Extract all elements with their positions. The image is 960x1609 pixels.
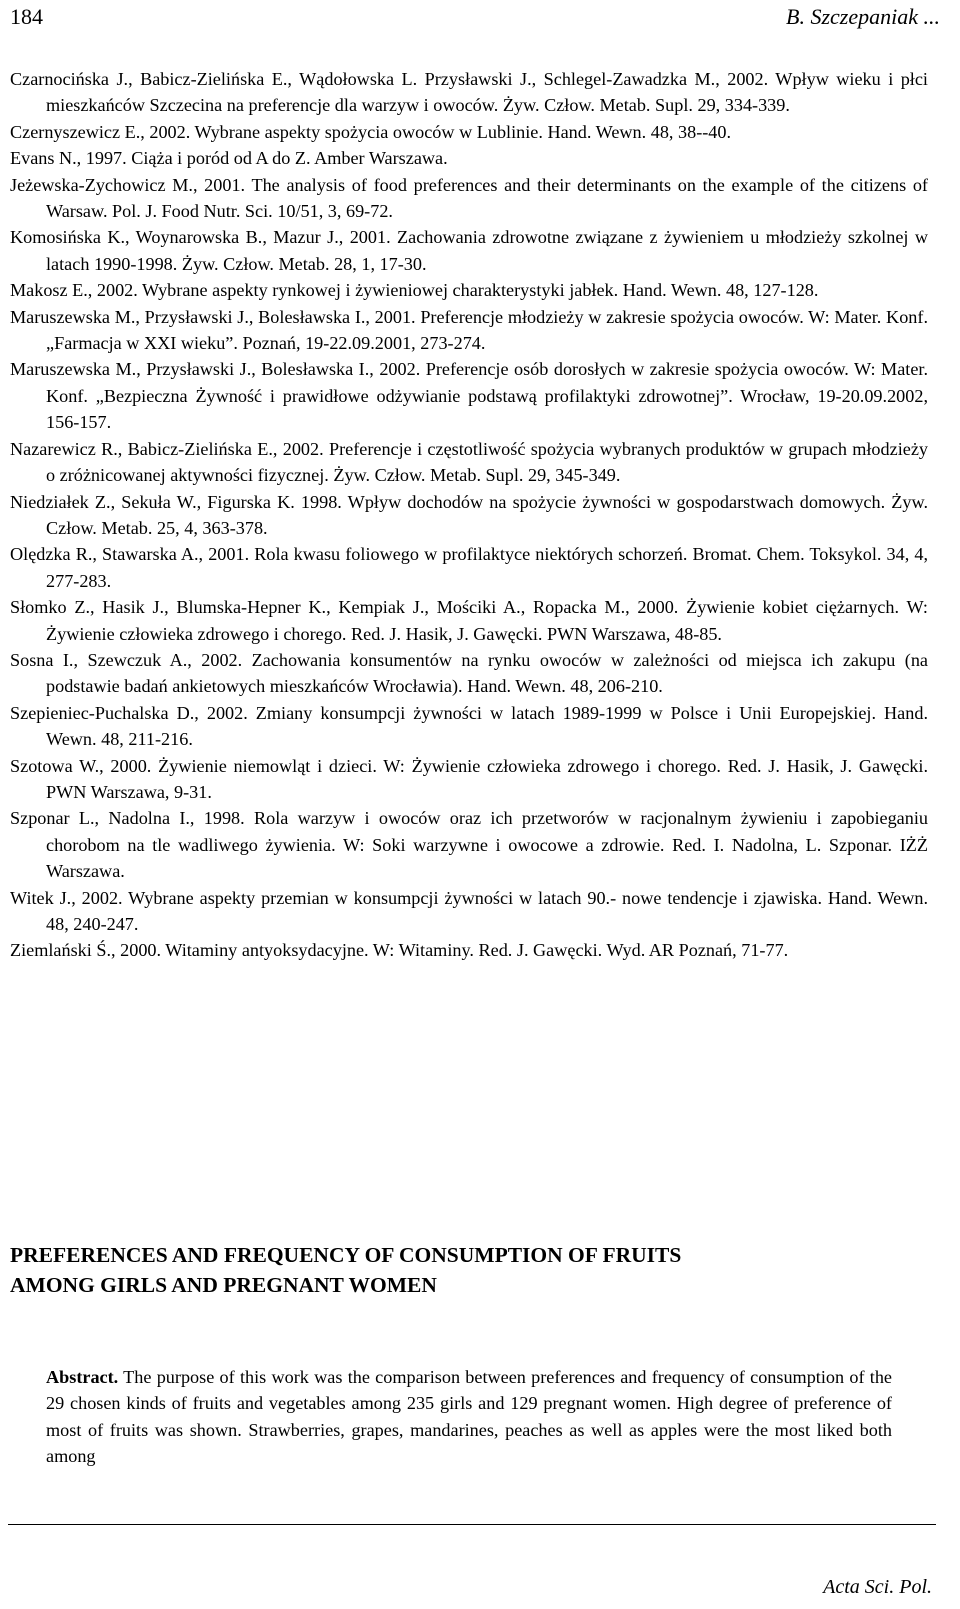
footer-divider [8,1524,936,1525]
reference-item: Sosna I., Szewczuk A., 2002. Zachowania konsumentów na rynku owoców w zależności od miejsca ich zakupu (na podstawie badań ankietowych mieszkańców Wrocławia). Hand. Wewn. 48, 206-210. [10,649,928,697]
reference-item: Czernyszewicz E., 2002. Wybrane aspekty spożycia owoców w Lublinie. Hand. Wewn. 48, 38--40. [10,121,732,142]
english-title [10,1240,930,1300]
english-title-line-2: AMONG GIRLS AND PREGNANT WOMEN [10,1273,437,1297]
reference-item: Witek J., 2002. Wybrane aspekty przemian w konsumpcji żywności w latach 90.- nowe tendencje i zjawiska. Hand. Wewn. 48, 240-247. [10,887,928,934]
abstract [46,1364,892,1470]
running-head: B. Szczepaniak ... [786,4,940,29]
abstract-text: The purpose of this work was the comparison between preferences and frequency of consumption of the 29 chosen kinds of fruits and vegetables among 235 girls and 129 pregnant women. High degree of preference of most of fruits was shown. Strawberries, grapes, mandarines, peaches as well as apples were the most liked both among [46,1367,892,1467]
reference-item: Nazarewicz R., Babicz-Zielińska E., 2002. Preferencje i częstotliwość spożycia wybranych produktów w grupach młodzieży o zróżnicowanej aktywności fizycznej. Żyw. Człow. Metab. Supl. 29, 345-349. [10,438,928,486]
reference-item: Maruszewska M., Przysławski J., Bolesławska I., 2001. Preferencje młodzieży w zakresie spożycia owoców. W: Mater. Konf. „Farmacja w XXI wieku”. Poznań, 19-22.09.2001, 273-274. [10,306,928,354]
reference-item: Jeżewska-Zychowicz M., 2001. The analysis of food preferences and their determinants on the example of the citizens of Warsaw. Pol. J. Food Nutr. Sci. 10/51, 3, 69-72. [10,174,928,222]
reference-item: Evans N., 1997. Ciąża i poród od A do Z. Amber Warszawa. [10,148,448,169]
english-title-line-1: PREFERENCES AND FREQUENCY OF CONSUMPTION OF FRUITS [10,1243,682,1267]
reference-item: Makosz E., 2002. Wybrane aspekty rynkowej i żywieniowej charakterystyki jabłek. Hand. Wewn. 48, 127-128. [10,280,819,301]
page-number: 184 [10,4,43,29]
reference-item: Czarnocińska J., Babicz-Zielińska E., Wądołowska L. Przysławski J., Schlegel-Zawadzka M., 2002. Wpływ wieku i płci mieszkańców Szczecina na preferencje dla warzyw i owoców. Żyw. Człow. Metab. Supl. 29, 334-339. [10,69,928,116]
reference-item: Maruszewska M., Przysławski J., Bolesławska I., 2002. Preferencje osób dorosłych w zakresie spożycia owoców. W: Mater. Konf. „Bezpieczna Żywność i prawidłowe odżywianie podstawą profilaktyki zdrowotnej”. Wrocław, 19-20.09.2002, 156-157. [10,359,928,433]
reference-item: Szponar L., Nadolna I., 1998. Rola warzyw i owoców oraz ich przetworów w racjonalnym żywieniu i zapobieganiu chorobom na tle wadliwego żywienia. W: Soki warzywne i owocowe a zdrowie. Red. I. Nadolna, L. Szponar. IŻŻ Warszawa. [10,808,928,882]
reference-list [10,66,928,964]
journal-footer: Acta Sci. Pol. [823,1576,932,1598]
reference-item: Olędzka R., Stawarska A., 2001. Rola kwasu foliowego w profilaktyce niektórych schorzeń. Bromat. Chem. Toksykol. 34, 4, 277-283. [10,544,928,591]
reference-item: Komosińska K., Woynarowska B., Mazur J., 2001. Zachowania zdrowotne związane z żywieniem u młodzieży szkolnej w latach 1990-1998. Żyw. Człow. Metab. 28, 1, 17-30. [10,227,928,274]
page-header [10,4,950,34]
abstract-label: Abstract. [46,1367,119,1387]
reference-item: Słomko Z., Hasik J., Blumska-Hepner K., Kempiak J., Mościki A., Ropacka M., 2000. Żywienie kobiet ciężarnych. W: Żywienie człowieka zdrowego i chorego. Red. J. Hasik, J. Gawęcki. PWN Warszawa, 48-85. [10,597,928,644]
reference-item: Ziemlański Ś., 2000. Witaminy antyoksydacyjne. W: Witaminy. Red. J. Gawęcki. Wyd. AR Poznań, 71-77. [10,940,789,961]
reference-item: Szepieniec-Puchalska D., 2002. Zmiany konsumpcji żywności w latach 1989-1999 w Polsce i Unii Europejskiej. Hand. Wewn. 48, 211-216. [10,702,928,750]
reference-item: Szotowa W., 2000. Żywienie niemowląt i dzieci. W: Żywienie człowieka zdrowego i chorego. Red. J. Hasik, J. Gawęcki. PWN Warszawa, 9-31. [10,755,928,802]
reference-item: Niedziałek Z., Sekuła W., Figurska K. 1998. Wpływ dochodów na spożycie żywności w gospodarstwach domowych. Żyw. Człow. Metab. 25, 4, 363-378. [10,491,928,538]
